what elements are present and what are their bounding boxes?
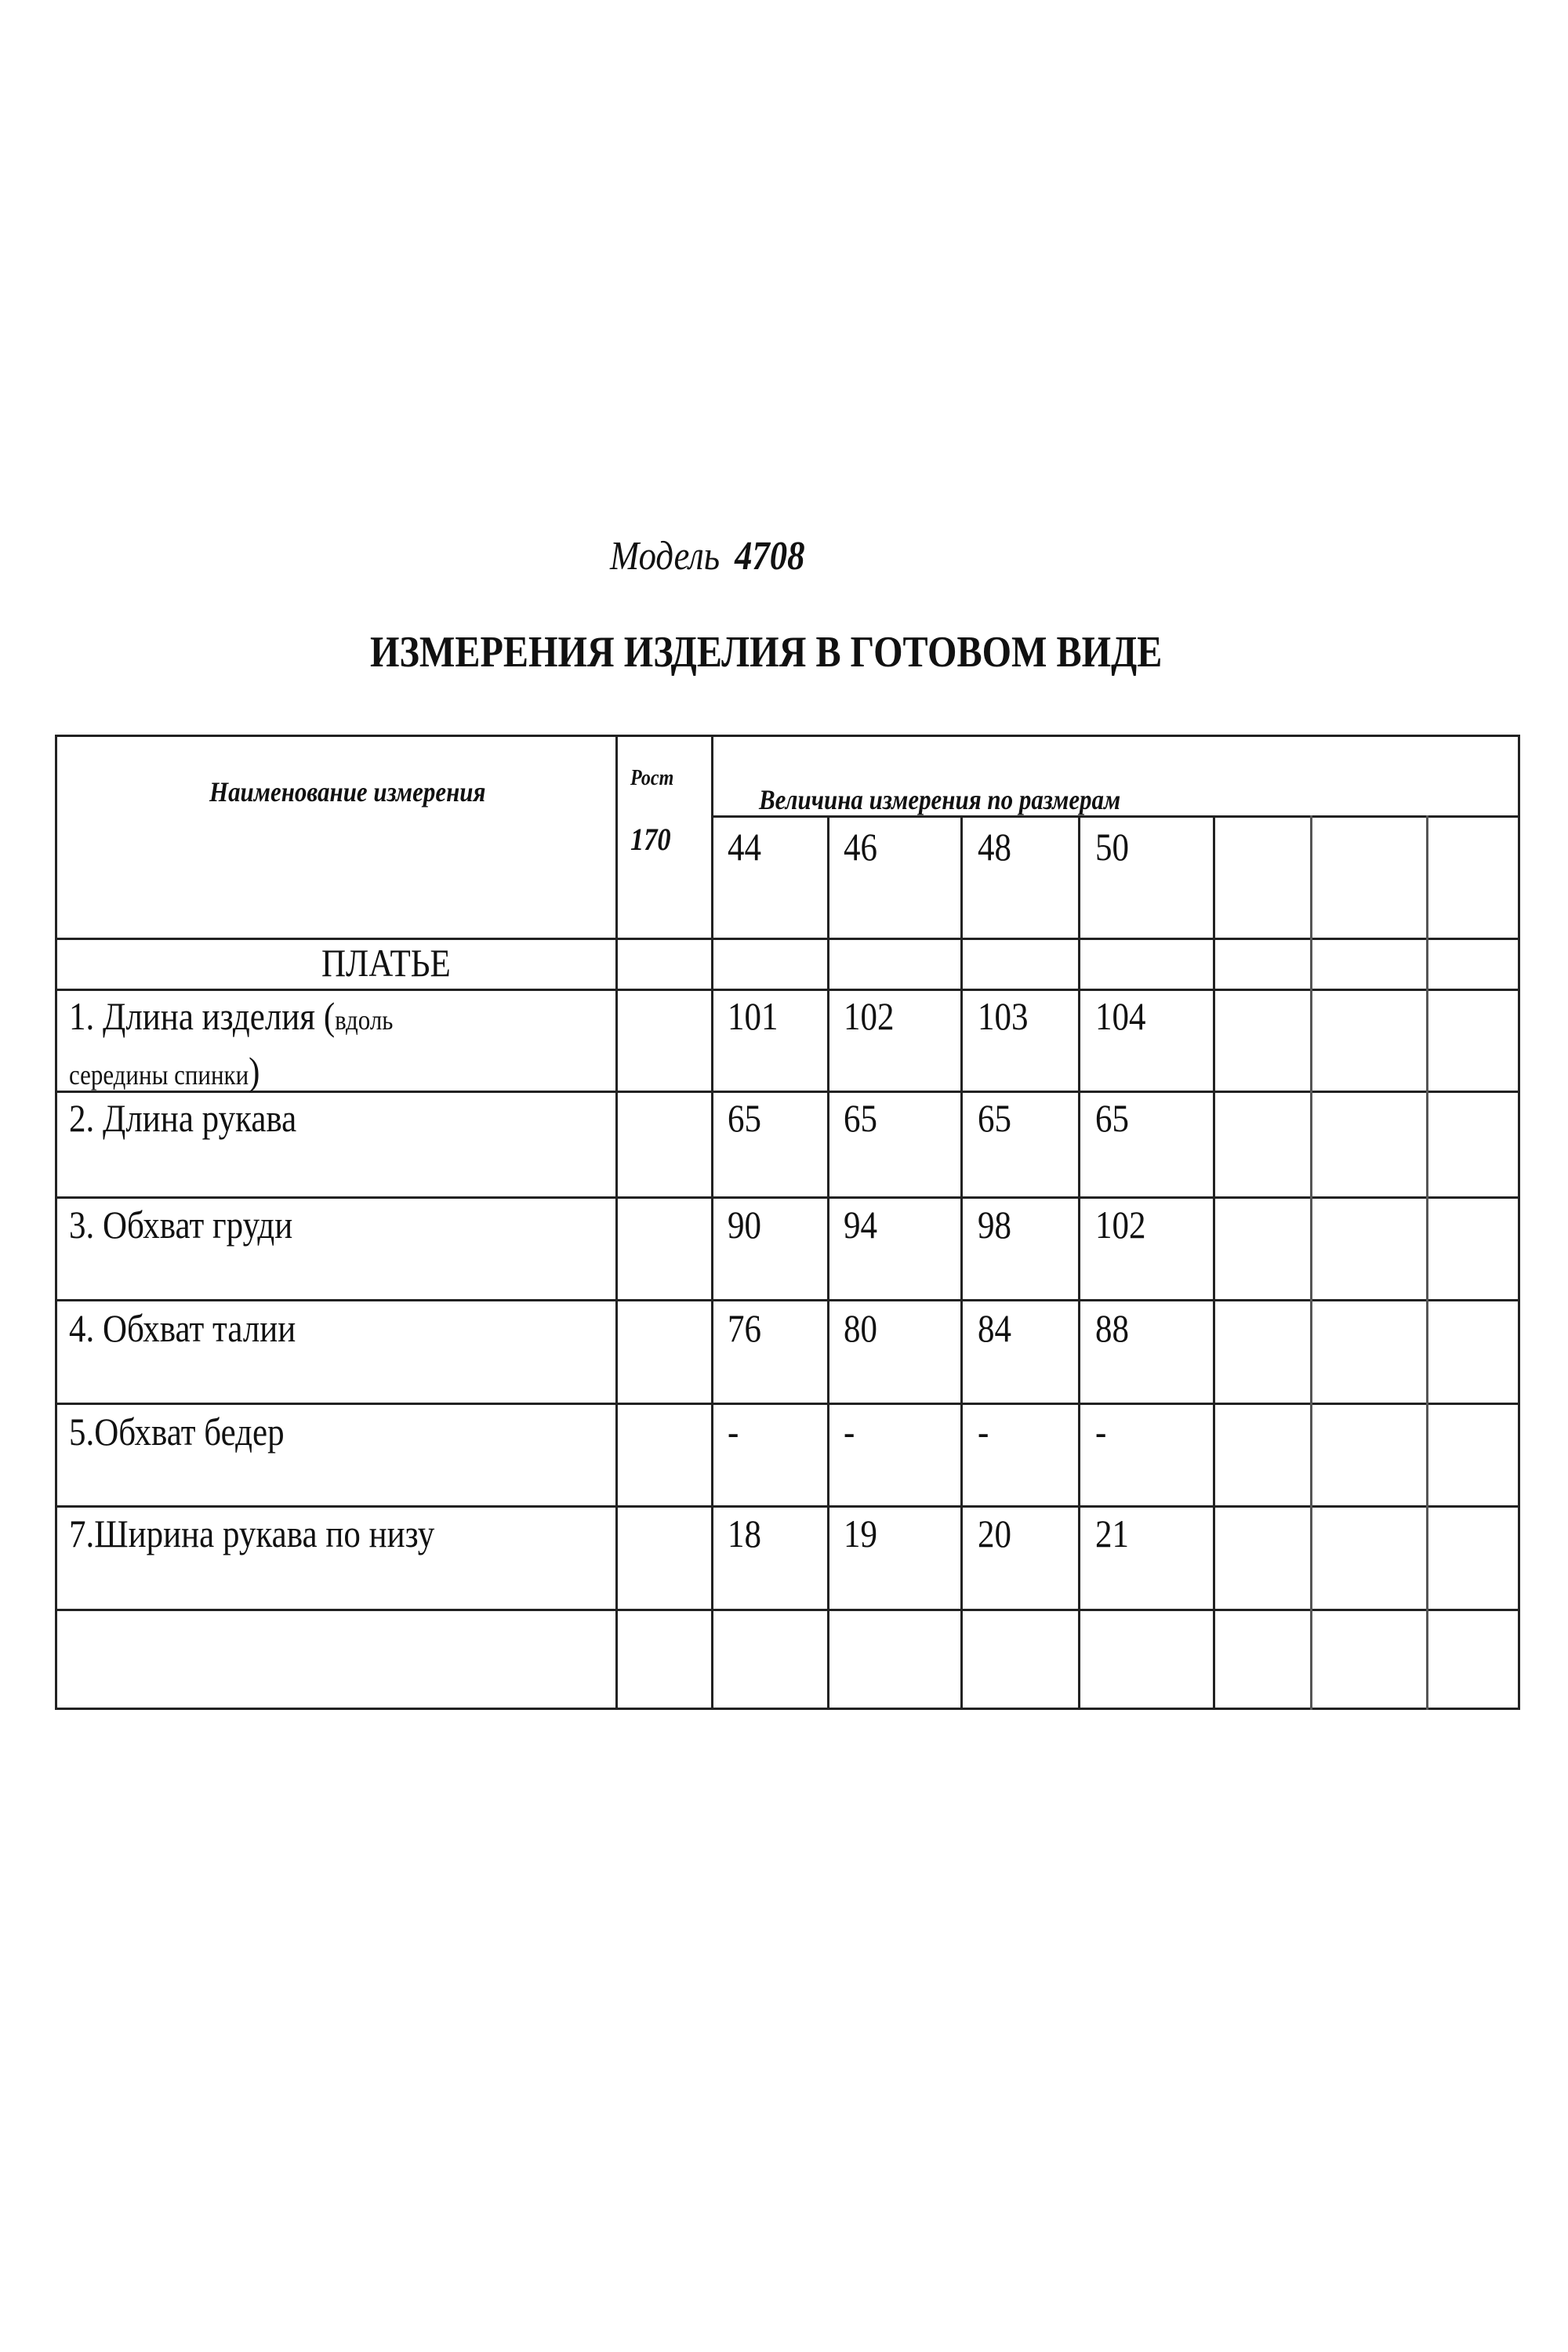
cell-hips-48: - — [978, 1410, 989, 1454]
col-line-extra-2 — [1426, 815, 1428, 1710]
page-title: ИЗМЕРЕНИЯ ИЗДЕЛИЯ В ГОТОВОМ ВИДЕ — [370, 628, 1163, 677]
row-label-length-line2: середины спинки) — [69, 1049, 260, 1093]
row-label-waist: 4. Обхват талии — [69, 1306, 296, 1350]
col-line-height — [711, 735, 713, 1710]
col-line-50 — [1213, 815, 1215, 1710]
model-label: Модель — [610, 534, 720, 579]
header-sizes-caption: Величина измерения по размерам — [759, 784, 1121, 815]
table-border-bottom — [55, 1708, 1520, 1710]
col-line-44 — [827, 815, 829, 1710]
col-line-46 — [960, 815, 963, 1710]
cell-hips-50: - — [1095, 1410, 1107, 1454]
model-heading — [610, 533, 805, 579]
row-line-2 — [55, 1196, 1520, 1199]
cell-length-48: 103 — [978, 994, 1029, 1038]
cell-bust-46: 94 — [844, 1203, 877, 1247]
cell-length-44: 101 — [728, 994, 779, 1038]
size-header-44: 44 — [728, 825, 761, 869]
cell-waist-44: 76 — [728, 1306, 761, 1350]
header-height-label: Рост — [630, 766, 674, 790]
cell-sleeve-44: 65 — [728, 1096, 761, 1140]
cell-hips-46: - — [844, 1410, 855, 1454]
header-measurement-name: Наименование измерения — [209, 776, 486, 808]
cell-bust-50: 102 — [1095, 1203, 1146, 1247]
row-line-4 — [55, 1403, 1520, 1405]
cell-sleeve-width-46: 19 — [844, 1512, 877, 1555]
measurements-table — [55, 735, 1520, 1710]
cell-sleeve-46: 65 — [844, 1096, 877, 1140]
cell-length-50: 104 — [1095, 994, 1146, 1038]
row-line-5 — [55, 1505, 1520, 1508]
header-bottom-line — [55, 938, 1520, 940]
row-label-sleeve-length: 2. Длина рукава — [69, 1096, 297, 1140]
row-label-sleeve-width: 7.Ширина рукава по низу — [69, 1512, 435, 1555]
row-line-3 — [55, 1299, 1520, 1301]
row-label-hips: 5.Обхват бедер — [69, 1410, 285, 1454]
cell-waist-50: 88 — [1095, 1306, 1129, 1350]
row-line-6 — [55, 1609, 1520, 1611]
cell-sleeve-48: 65 — [978, 1096, 1011, 1140]
cell-sleeve-width-48: 20 — [978, 1512, 1011, 1555]
table-border-left — [55, 735, 57, 1710]
section-bottom-line — [55, 989, 1520, 991]
col-line-48 — [1078, 815, 1080, 1710]
cell-sleeve-width-50: 21 — [1095, 1512, 1129, 1555]
model-number: 4708 — [735, 534, 805, 579]
cell-bust-44: 90 — [728, 1203, 761, 1247]
row-line-1 — [55, 1091, 1520, 1093]
cell-sleeve-50: 65 — [1095, 1096, 1129, 1140]
cell-waist-46: 80 — [844, 1306, 877, 1350]
row-label-bust: 3. Обхват груди — [69, 1203, 293, 1247]
table-border-right — [1518, 735, 1520, 1710]
cell-waist-48: 84 — [978, 1306, 1011, 1350]
col-line-name — [615, 735, 618, 1710]
size-header-46: 46 — [844, 825, 877, 869]
cell-bust-48: 98 — [978, 1203, 1011, 1247]
cell-length-46: 102 — [844, 994, 895, 1038]
section-title-dress: ПЛАТЬЕ — [321, 941, 451, 985]
header-height-value: 170 — [630, 822, 671, 857]
size-header-50: 50 — [1095, 825, 1129, 869]
size-header-48: 48 — [978, 825, 1011, 869]
table-border-top — [55, 735, 1520, 737]
cell-hips-44: - — [728, 1410, 739, 1454]
row-label-length: 1. Длина изделия (вдоль — [69, 994, 394, 1038]
cell-sleeve-width-44: 18 — [728, 1512, 761, 1555]
col-line-extra-1 — [1310, 815, 1312, 1710]
